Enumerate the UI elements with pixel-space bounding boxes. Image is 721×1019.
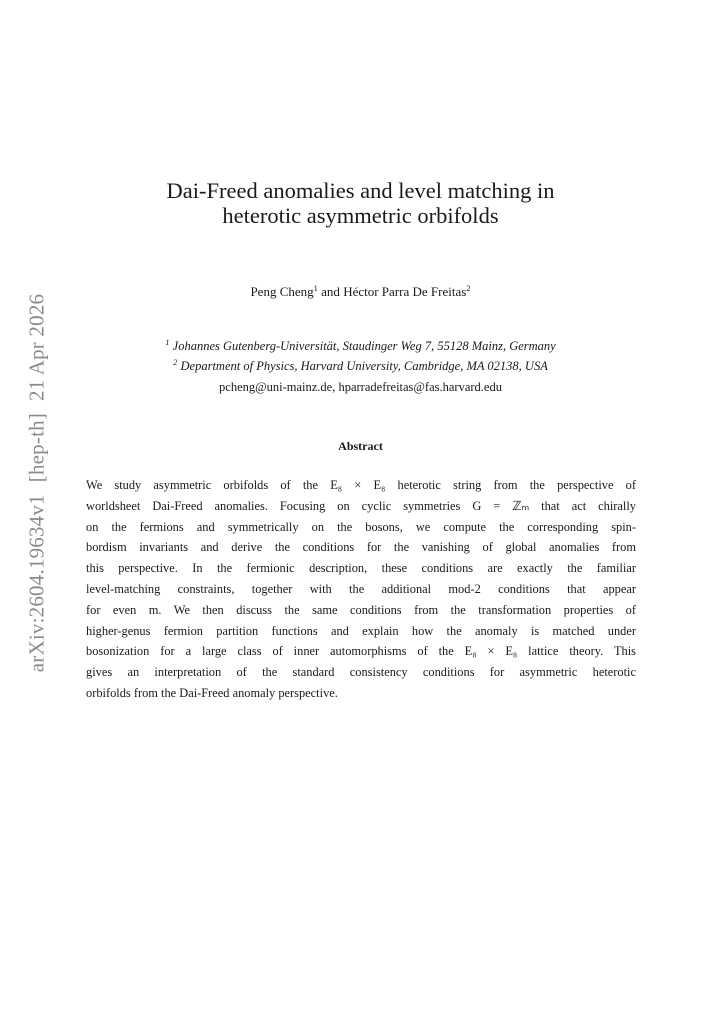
title-line-1: Dai-Freed anomalies and level matching in — [166, 178, 555, 203]
abstract-line: orbifolds from the Dai-Freed anomaly perspective. — [86, 685, 338, 700]
abstract-line: for even m. We then discuss the same conditions from the transformation properties of — [86, 602, 636, 617]
abstract-line: on the fermions and symmetrically on the bosons, we compute the corresponding spin- — [86, 519, 636, 534]
author-list — [0, 284, 721, 300]
affiliation-2 — [0, 359, 721, 374]
author-name: Peng Cheng — [250, 284, 314, 299]
arxiv-date: 21 Apr 2026 — [24, 293, 49, 401]
abstract-line: bordism invariants and derive the conditions for the vanishing of global anomalies from — [86, 540, 636, 555]
abstract-heading: Abstract — [338, 439, 383, 453]
author-conjunction: and — [317, 284, 344, 299]
abstract-line: We study asymmetric orbifolds of the E₈ × E₈ heterotic string from the perspective of — [86, 478, 636, 492]
affiliation-mark: 1 — [165, 337, 170, 347]
abstract-line: gives an interpretation of the standard consistency conditions for asymmetric heterotic — [86, 665, 636, 680]
arxiv-id: arXiv:2604.19634v1 — [24, 494, 49, 673]
abstract-body — [86, 475, 636, 704]
abstract-line: bosonization for a large class of inner automorphisms of the E₈ × E₈ lattice theory. This — [86, 644, 636, 659]
affiliation-text: Johannes Gutenberg-Universität, Staudinger Weg 7, 55128 Mainz, Germany — [172, 339, 556, 353]
title-line-2: heterotic asymmetric orbifolds — [222, 203, 499, 228]
arxiv-category: [hep-th] — [24, 412, 49, 483]
affiliation-mark: 2 — [173, 357, 178, 367]
author-emails: pcheng@uni-mainz.de, hparradefreitas@fas.harvard.edu — [219, 380, 502, 394]
abstract-line: worldsheet Dai-Freed anomalies. Focusing on cyclic symmetries G = ℤₘ that act chirally — [86, 498, 636, 513]
abstract-line: this perspective. In the fermionic description, these conditions are exactly the familiar — [86, 561, 636, 576]
author-name: Héctor Parra De Freitas — [343, 284, 467, 299]
abstract-line: higher-genus fermion partition functions and explain how the anomaly is matched under — [86, 623, 636, 638]
paper-title — [0, 178, 721, 228]
affiliation-1 — [0, 339, 721, 354]
author-affiliation-mark: 2 — [466, 283, 471, 293]
abstract-line: level-matching constraints, together with the additional mod-2 conditions that appear — [86, 581, 636, 596]
affiliation-text: Department of Physics, Harvard University, Cambridge, MA 02138, USA — [180, 359, 548, 373]
author-affiliation-mark: 1 — [313, 283, 318, 293]
